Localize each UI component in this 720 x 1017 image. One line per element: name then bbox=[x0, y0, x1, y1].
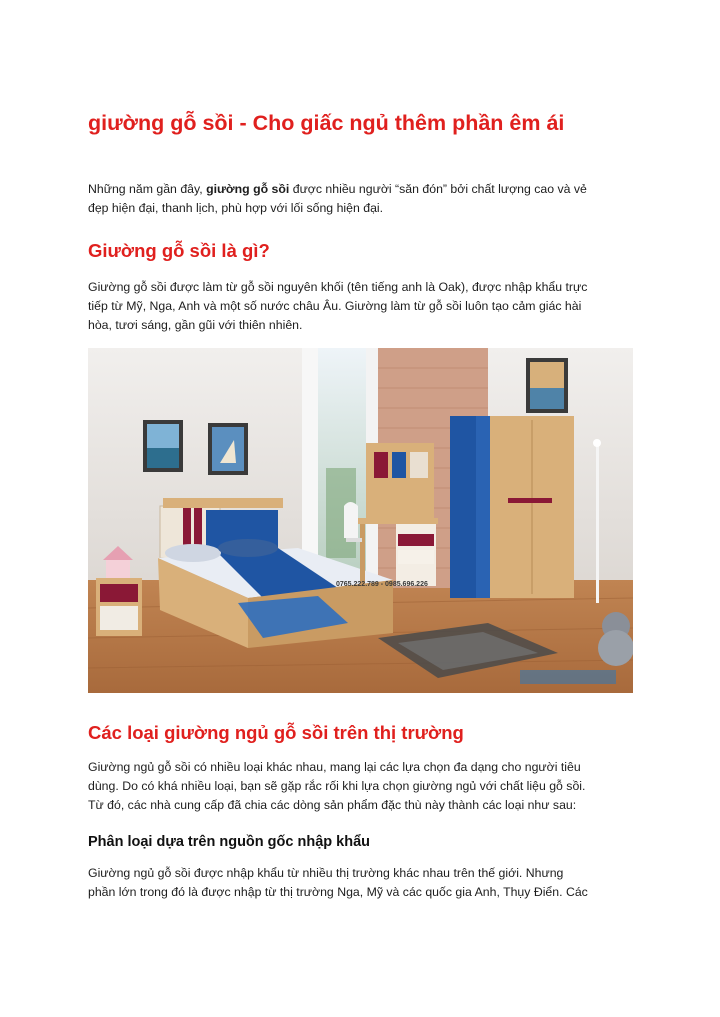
subsection-line: phần lớn trong đó là được nhập từ thị trường Nga, Mỹ và các quốc gia Anh, Thụy Điển. Các bbox=[88, 885, 588, 899]
section-heading-types: Các loại giường ngủ gỗ sồi trên thị trường bbox=[88, 722, 464, 743]
photo-phone-watermark: 0765.222.789 - 0985.696.226 bbox=[336, 581, 428, 588]
intro-line-1 bbox=[88, 180, 648, 199]
section2-paragraph bbox=[88, 758, 648, 815]
section1-line: Giường gỗ sồi được làm từ gỗ sồi nguyên khối (tên tiếng anh là Oak), được nhập khẩu trực bbox=[88, 280, 588, 294]
section-heading-what-is: Giường gỗ sồi là gì? bbox=[88, 240, 270, 261]
subsection-heading-origin: Phân loại dựa trên nguồn gốc nhập khẩu bbox=[88, 834, 370, 850]
section2-line: dùng. Do có khá nhiều loại, bạn sẽ gặp rắc rối khi lựa chọn giường ngủ với chất liệu gỗ sồi. bbox=[88, 779, 586, 793]
page-title: giường gỗ sồi - Cho giấc ngủ thêm phần êm ái bbox=[88, 111, 565, 135]
intro-paragraph bbox=[88, 180, 648, 218]
section1-line: hòa, tươi sáng, gần gũi với thiên nhiên. bbox=[88, 318, 303, 332]
section1-paragraph bbox=[88, 278, 648, 335]
intro-line-2: đẹp hiện đại, thanh lịch, phù hợp với lối sống hiện đại. bbox=[88, 201, 384, 215]
intro-bold-keyword: giường gỗ sồi bbox=[206, 182, 290, 196]
bedroom-photo bbox=[88, 348, 633, 693]
section1-line: tiếp từ Mỹ, Nga, Anh và một số nước châu Âu. Giường làm từ gỗ sồi luôn tạo cảm giác hài bbox=[88, 299, 582, 313]
section2-line: Từ đó, các nhà cung cấp đã chia các dòng sản phẩm đặc thù này thành các loại như sau: bbox=[88, 798, 577, 812]
intro-text-start: Những năm gần đây, bbox=[88, 182, 207, 196]
intro-text-end: được nhiều người “săn đón” bởi chất lượng cao và vẻ bbox=[289, 182, 587, 196]
subsection-line: Giường ngủ gỗ sồi được nhập khẩu từ nhiều thị trường khác nhau trên thế giới. Nhưng bbox=[88, 866, 564, 880]
section2-line: Giường ngủ gỗ sồi có nhiều loại khác nhau, mang lại các lựa chọn đa dạng cho người tiêu bbox=[88, 760, 581, 774]
subsection-paragraph bbox=[88, 864, 648, 902]
